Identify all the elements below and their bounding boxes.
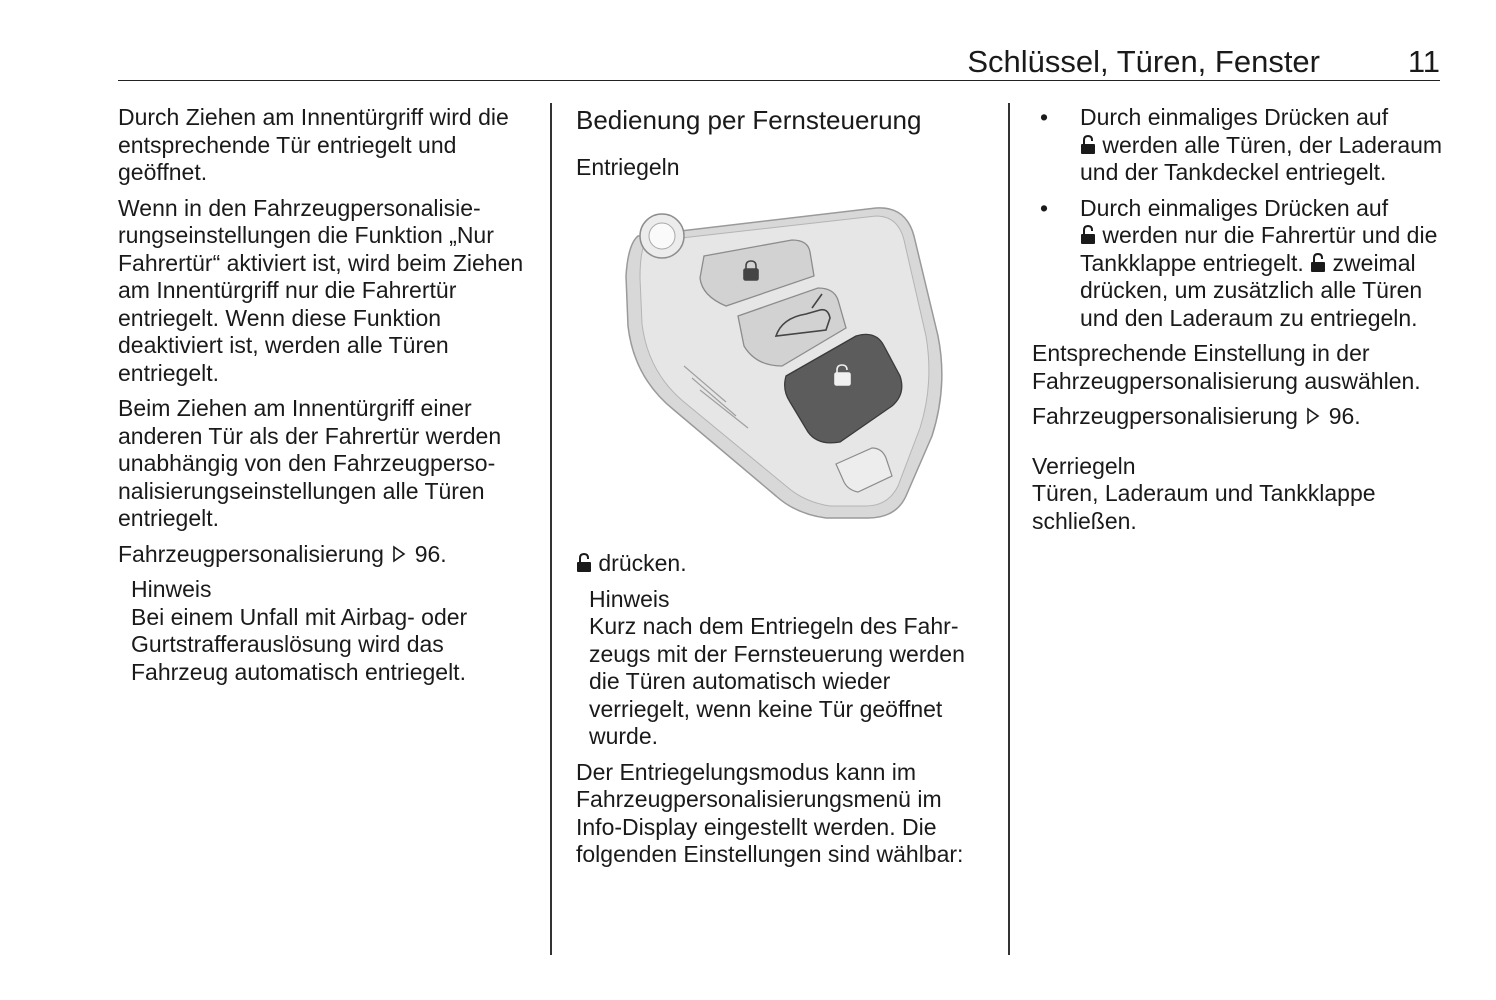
reference-text: Fahrzeugpersonalisierung [1032,403,1298,429]
column-2 [576,104,990,877]
note-box [589,586,990,751]
paragraph: Entsprechende Einstellung in der Fahrzeugpersonalisierung auswählen. [1032,340,1421,394]
section-heading: Bedienung per Fernsteuerung [576,105,922,135]
paragraph: Beim Ziehen am Innentürgriff einer anderen Tür als der Fahrertür werden unabhängig von den Fahrzeugpersonalisierungseinstellungen alle Türen entriegelt. [118,395,502,531]
note-text: Bei einem Unfall mit Airbag- oder Gurtstrafferauslösung wird das Fahrzeug automatisch entriegelt. [131,603,468,685]
list-item-text: zweimal drücken, um zusätzlich alle Türen und den Laderaum zu entriegeln. [1080,249,1423,331]
cross-reference[interactable] [1032,403,1444,431]
list-item-text: Durch einmaliges Drücken auf [1080,194,1389,221]
column-divider [550,103,552,955]
list-item-text: werden nur die Fahrertür und die Tankklappe entriegelt. [1080,222,1438,276]
list-item [1032,195,1444,333]
reference-arrow-icon [1306,407,1320,425]
reference-page: 96. [1328,403,1361,429]
column-3 [1032,104,1444,543]
unlock-icon [576,553,592,573]
unlock-icon [1080,225,1096,245]
list-item [1032,104,1444,187]
paragraph: Wenn in den Fahrzeugpersonalisierungseinstellungen die Funktion „Nur Fahrertür“ aktiviert ist, wird beim Ziehen am Innentürgriff nur die Fahrertür entriegelt. Wenn diese Funktion deaktiviert ist, werden alle Türen entriegelt. [118,194,524,386]
note-title: Hinweis [131,576,212,602]
note-text: Kurz nach dem Entriegeln des Fahrzeugs mit der Fernsteuerung werden die Türen automatisch wieder verriegelt, wenn keine Tür geöffnet wurde. [589,613,965,749]
paragraph: Durch Ziehen am Innentürgriff wird die entsprechende Tür entriegelt und geöffnet. [118,104,509,185]
chapter-title: Schlüssel, Türen, Fenster [967,44,1320,79]
list-item-text: werden alle Türen, der Laderaum und der Tankdeckel entriegelt. [1080,131,1443,185]
options-list [1032,104,1444,332]
note-title: Hinweis [589,585,670,612]
subsection-heading: Verriegeln [1032,452,1136,479]
page-number: 11 [1407,44,1440,79]
page-header [118,40,1440,81]
note-box [131,576,530,686]
bullet-icon: • [1040,104,1049,130]
column-1 [118,104,530,694]
column-divider [1008,103,1010,955]
reference-page: 96. [414,540,447,567]
reference-arrow-icon [392,545,406,563]
paragraph: Türen, Laderaum und Tankklappe schließen. [1032,480,1376,534]
subsection-heading: Entriegeln [576,154,680,180]
instruction-text: drücken. [598,550,687,576]
unlock-icon [1310,253,1326,273]
list-item-text: Durch einmaliges Drücken auf [1080,104,1389,130]
cross-reference[interactable] [118,541,530,569]
paragraph: Der Entriegelungsmodus kann im Fahrzeugpersonalisierungsmenü im Info-Display eingestellt werden. Die folgenden Einstellungen sind wählbar: [576,758,964,867]
remote-key-fob-illustration [576,196,990,526]
unlock-icon [1080,135,1096,155]
reference-text: Fahrzeugpersonalisierung [118,540,384,567]
bullet-icon: • [1040,194,1049,221]
instruction [576,550,990,578]
